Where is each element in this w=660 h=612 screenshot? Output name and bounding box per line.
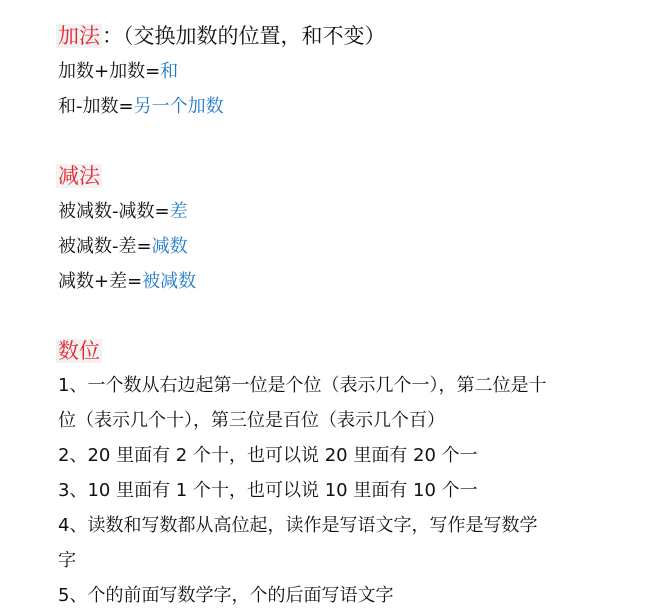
addition-line-1 [58, 60, 178, 84]
addition-heading [58, 22, 386, 50]
subtraction-line-1 [58, 200, 188, 224]
subtraction-answer-3: 被减数 [142, 271, 197, 292]
addition-title-note: ：（交换加数的位置，和不变） [102, 24, 386, 48]
subtraction-answer-2: 减数 [151, 236, 188, 257]
subtraction-formula-1: 被减数-减数= [58, 201, 170, 222]
place-value-title: 数位 [58, 339, 100, 363]
subtraction-heading [58, 162, 102, 190]
place-value-line-1: 1、一个数从右边起第一位是个位（表示几个一），第二位是十 [58, 375, 547, 396]
subtraction-line-2 [58, 235, 188, 259]
subtraction-title: 减法 [58, 164, 100, 188]
place-value-heading [58, 337, 102, 365]
subtraction-formula-2: 被减数-差= [58, 236, 152, 257]
addition-answer-1: 和 [160, 61, 179, 82]
subtraction-line-3 [58, 270, 196, 294]
subtraction-formula-3: 减数+差= [58, 271, 143, 292]
addition-line-2 [58, 95, 224, 119]
place-value-line-3: 2、20 里面有 2 个十，也可以说 20 里面有 20 个一 [58, 445, 478, 466]
addition-formula-1: 加数+加数= [58, 61, 161, 82]
place-value-line-4: 3、10 里面有 1 个十，也可以说 10 里面有 10 个一 [58, 480, 478, 501]
place-value-line-6: 字 [58, 550, 76, 571]
subtraction-answer-1: 差 [169, 201, 188, 222]
addition-answer-2: 另一个加数 [133, 96, 224, 117]
addition-formula-2: 和-加数= [58, 96, 134, 117]
place-value-line-7: 5、个的前面写数学字，个的后面写语文字 [58, 585, 394, 606]
addition-title: 加法 [58, 24, 100, 48]
place-value-line-2: 位（表示几个十），第三位是百位（表示几个百） [58, 410, 445, 431]
place-value-line-5: 4、读数和写数都从高位起，读作是写语文字，写作是写数学 [58, 515, 538, 536]
